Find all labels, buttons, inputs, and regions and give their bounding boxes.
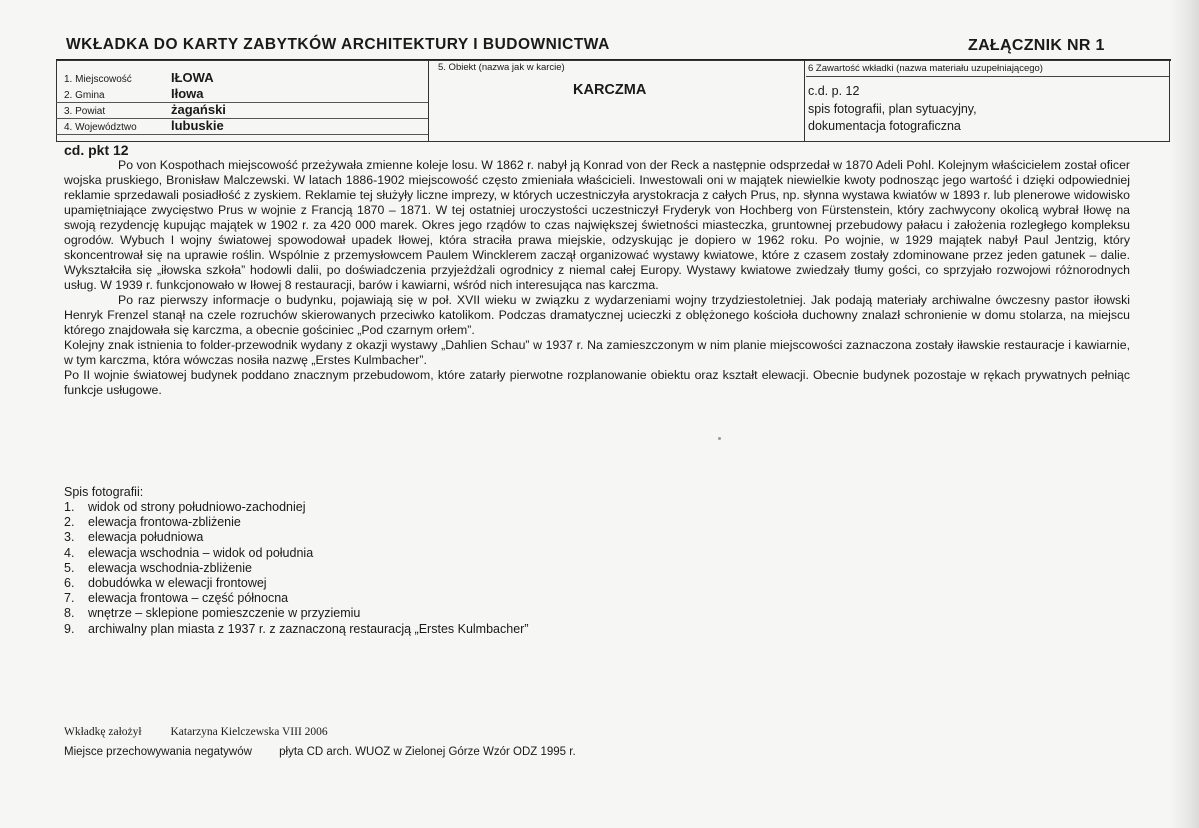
location-row-divider — [56, 134, 428, 135]
created-by-row — [64, 726, 328, 738]
item-number: 6. — [64, 576, 75, 591]
list-item — [64, 515, 528, 530]
item-text: elewacja frontowa – część północna — [88, 591, 289, 606]
item-text: dobudówka w elewacji frontowej — [88, 576, 267, 591]
location-label: 3. Powiat — [64, 106, 106, 117]
paragraph: Po raz pierwszy informacje o budynku, pojawiają się w poł. XVII wieku w związku z wydarzeniami wojny trzydziestoletniej. Jak podają materiały archiwalne ówczesny pastor iłowski Henryk Frenzel stanął na czele rozruchów skierowanych przeciwko katolikom. Podczas dramatycznej ucieczki z oblężonego kościoła duchowny znalazł schronienie w domu stolarza, na miejscu którego znajdowała się karczma, a obecnie gościniec „Pod czarnym orłem”. — [64, 293, 1130, 337]
location-label: 1. Miejscowość — [64, 74, 132, 85]
list-item — [64, 546, 528, 561]
item-number: 1. — [64, 500, 75, 514]
location-label: 4. Województwo — [64, 122, 137, 133]
object-name: KARCZMA — [573, 82, 647, 98]
scan-speck — [718, 437, 721, 440]
annex-number: ZAŁĄCZNIK NR 1 — [968, 37, 1105, 54]
document-title: WKŁADKA DO KARTY ZABYTKÓW ARCHITEKTURY I BUDOWNICTWA — [66, 36, 610, 53]
location-value: lubuskie — [171, 118, 224, 133]
item-text: widok od strony południowo-zachodniej — [88, 500, 306, 514]
photo-list — [64, 500, 528, 637]
item-text: elewacja wschodnia-zbliżenie — [88, 560, 252, 575]
location-row-divider — [56, 118, 428, 119]
list-item — [64, 500, 528, 515]
item-text: elewacja południowa — [88, 530, 204, 545]
table-divider-1 — [428, 60, 429, 142]
created-by-label: Wkładkę założył — [64, 726, 142, 738]
item-number: 8. — [64, 606, 75, 621]
list-item — [64, 622, 528, 637]
table-divider-2 — [804, 60, 805, 142]
location-value: żagański — [171, 102, 226, 117]
contents-line: dokumentacja fotograficzna — [808, 119, 961, 133]
item-text: archiwalny plan miasta z 1937 r. z zaznaczoną restauracją „Erstes Kulmbacher” — [88, 621, 529, 636]
list-item — [64, 530, 528, 545]
created-by-value: Katarzyna Kielczewska VIII 2006 — [170, 726, 328, 738]
history-text — [64, 158, 1130, 398]
section-title: cd. pkt 12 — [64, 142, 129, 158]
item-number: 5. — [64, 560, 75, 575]
list-item — [64, 576, 528, 591]
location-value: IŁOWA — [171, 70, 214, 85]
paragraph: Kolejny znak istnienia to folder-przewodnik wydany z okazji wystawy „Dahlien Schau” w 1937 r. Na zamieszczonym w nim planie miejscowości zaznaczona zostały iławskie restauracje i kawiarnie, w tym karczma, która wówczas nosiła nazwę „Erstes Kulmbacher”. — [64, 338, 1130, 367]
item-number: 9. — [64, 621, 75, 636]
item-number: 2. — [64, 515, 75, 530]
contents-label: 6 Zawartość wkładki (nazwa materiału uzupełniającego) — [808, 63, 1043, 74]
scan-edge-shadow — [1169, 0, 1199, 828]
item-text: elewacja frontowa-zbliżenie — [88, 515, 241, 530]
table-left-border — [56, 60, 57, 142]
paragraph: Po von Kospothach miejscowość przeżywała zmienne koleje losu. W 1862 r. nabył ją Konrad von der Reck a następnie odsprzedał w 1870 Adeli Pohl. Kolejnym właścicielem został oficer wojska pruskiego, Bronisław Malczewski. W latach 1886-1902 miejscowość często zmieniała właścicieli. Inwestowali oni w majątek niewielkie kwoty podnosząc jego wartość i dzięki odpowiedniej reklamie sprzedawali posiadłość z zyskiem. Reklamie tej służyły liczne imprezy, w których uczestniczyła arystokracja z całych Prus, np. słynna wystawa kwiatów w 1893 r. lub plenerowe widowisko upamiętniające zwycięstwo Prus w wojnie z Francją 1870 – 1871. W tej ostatniej uroczystości uczestniczył Fryderyk von Hochberg von Fürstenstein, który zachwycony okolicą wybrał Iłowę na swoją rezydencję kupując majątek w 1902 r. za 420 000 marek. Okres jego rządów to czas największej świetności miasteczka, gruntownej przebudowy pałacu i założenia rozległego kompleksu ogrodów. Wybuch I wojny światowej spowodował upadek Iłowej, która straciła prawa miejskie, odzyskując je dopiero w 1962 roku. Po wojnie, w 1929 majątek nabył Paul Jentzig, który skoncentrował się na uprawie roślin. Wspólnie z przemysłowcem Paulem Wincklerem zaczął organizować wystawy kwiatowe, które z czasem zostały zdominowane przez jeden gatunek – dalie. Wykształciła się „iłowska szkoła” hodowli dalii, po doświadczenia przyjeżdżali ogrodnicy z niemal całej Europy. Wystawy kwiatowe zwiedzały tłumy gości, co sprzyjało rozwojowi różnorodnych usług. W 1939 r. funkcjonowało w Iłowej 8 restauracji, barów i kawiarni, wśród nich interesująca nas karczma. — [64, 158, 1130, 292]
contents-line: c.d. p. 12 — [808, 84, 860, 98]
paragraph: Po II wojnie światowej budynek poddano znacznym przebudowom, które zatarły pierwotne rozplanowanie obiektu oraz kształt elewacji. Obecnie budynek pozostaje w rękach prywatnych pełniąc funkcje usługowe. — [64, 368, 1130, 397]
photo-list-title: Spis fotografii: — [64, 485, 144, 499]
contents-line: spis fotografii, plan sytuacyjny, — [808, 102, 977, 116]
item-text: wnętrze – sklepione pomieszczenie w przyziemiu — [88, 606, 361, 621]
location-value: Iłowa — [171, 86, 204, 101]
list-item — [64, 561, 528, 576]
list-item — [64, 591, 528, 606]
item-number: 3. — [64, 530, 75, 545]
item-number: 4. — [64, 545, 75, 560]
storage-label: Miejsce przechowywania negatywów — [64, 746, 252, 758]
location-label: 2. Gmina — [64, 90, 105, 101]
table-right-border — [1169, 60, 1170, 142]
storage-value: płyta CD arch. WUOZ w Zielonej Górze Wzór ODZ 1995 r. — [279, 746, 576, 758]
list-item — [64, 606, 528, 621]
object-label: 5. Obiekt (nazwa jak w karcie) — [438, 62, 565, 73]
contents-rule — [806, 76, 1169, 77]
item-text: elewacja wschodnia – widok od południa — [88, 545, 314, 560]
location-row-divider — [56, 102, 428, 103]
storage-row — [64, 746, 576, 758]
item-number: 7. — [64, 591, 75, 606]
